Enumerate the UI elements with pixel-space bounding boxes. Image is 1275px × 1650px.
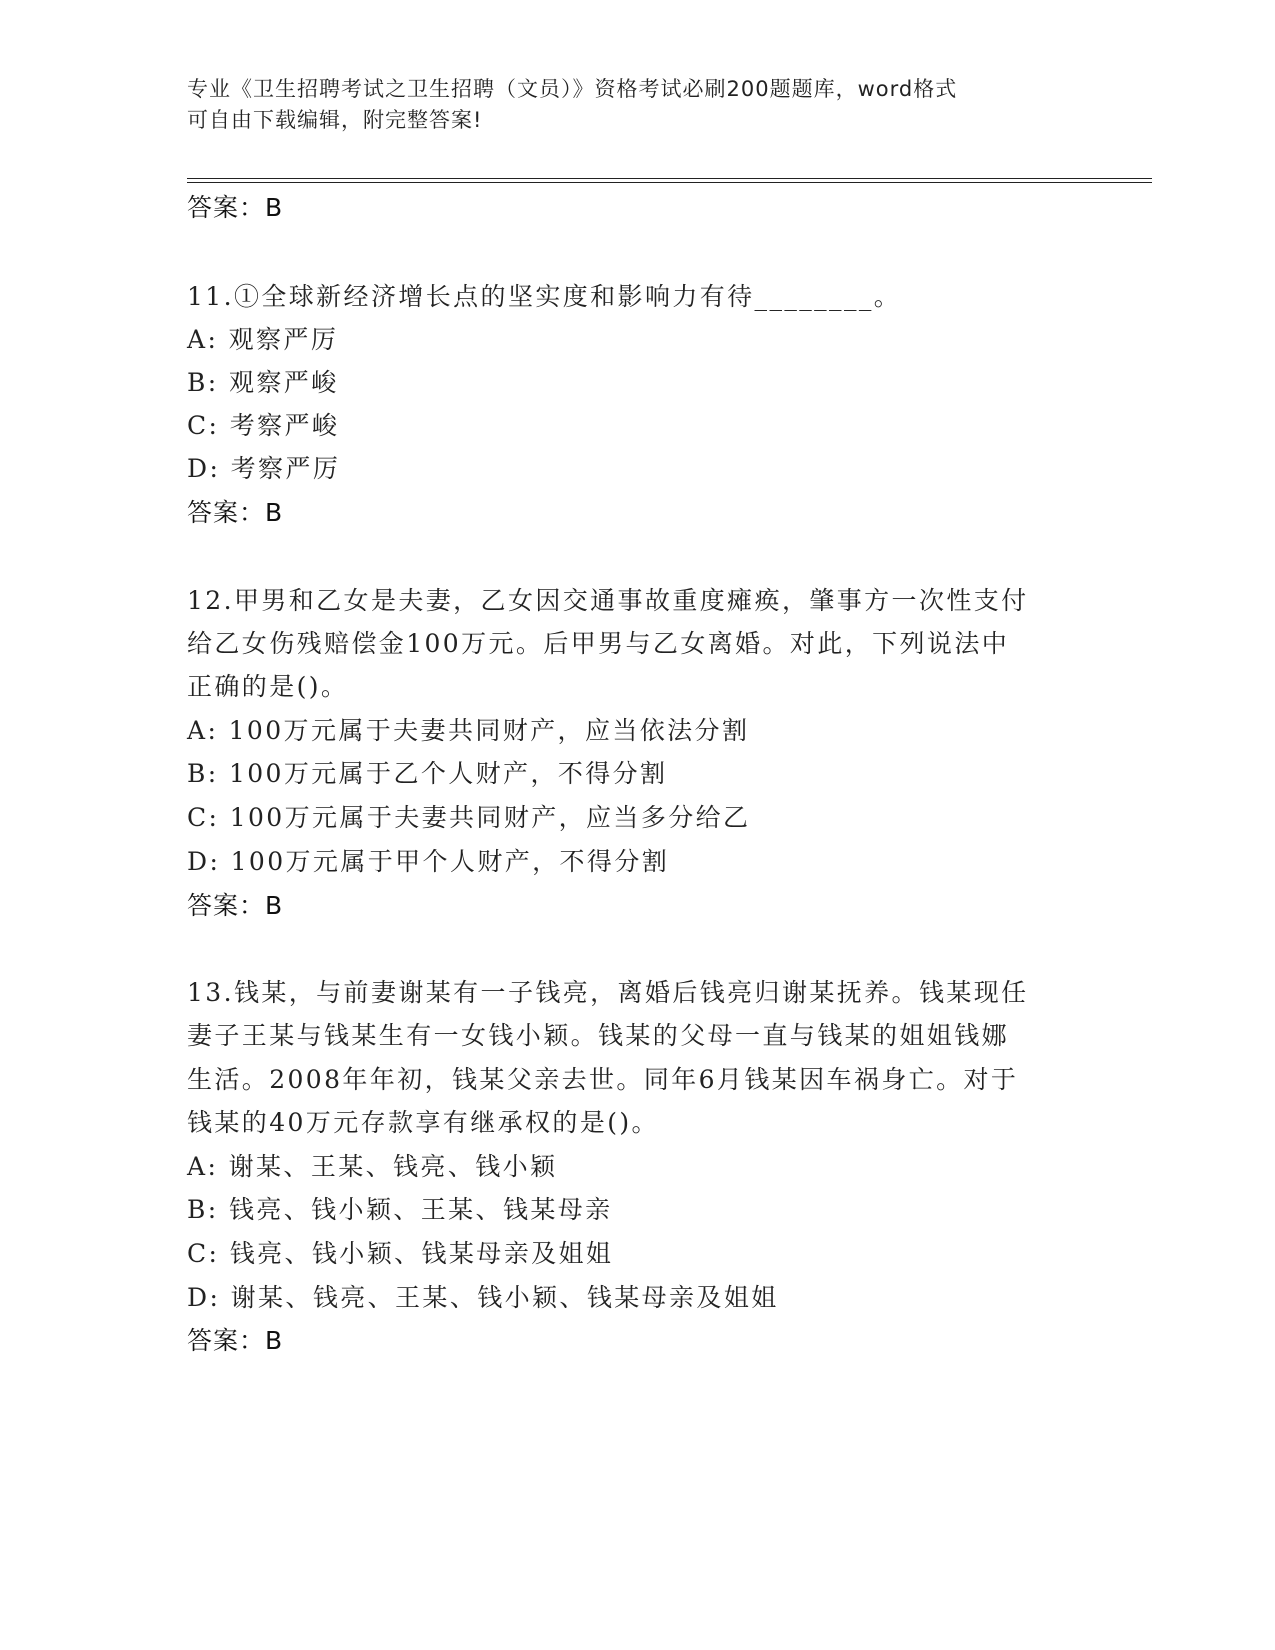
question-stem: 正确的是()。 [187, 672, 349, 701]
option-d: D: 100万元属于甲个人财产，不得分割 [187, 847, 670, 876]
question-stem: 给乙女伤残赔偿金100万元。后甲男与乙女离婚。对此，下列说法中 [187, 629, 1010, 658]
answer-label: 答案：B [187, 1326, 284, 1355]
option-a: A: 谢某、王某、钱亮、钱小颖 [187, 1152, 558, 1181]
question-stem: 13.钱某，与前妻谢某有一子钱亮，离婚后钱亮归谢某抚养。钱某现任 [187, 978, 1029, 1007]
answer-label: 答案：B [187, 498, 284, 527]
header-divider [187, 182, 1152, 183]
answer-label: 答案：B [187, 891, 284, 920]
option-a: A: 观察严厉 [187, 325, 339, 354]
option-d: D: 谢某、钱亮、王某、钱小颖、钱某母亲及姐姐 [187, 1283, 779, 1312]
question-stem: 钱某的40万元存款享有继承权的是()。 [187, 1108, 659, 1137]
question-stem: 11.①全球新经济增长点的坚实度和影响力有待________。 [187, 282, 902, 311]
option-a: A: 100万元属于夫妻共同财产，应当依法分割 [187, 716, 750, 745]
header-divider [187, 178, 1152, 179]
option-d: D: 考察严厉 [187, 454, 341, 483]
option-c: C: 100万元属于夫妻共同财产，应当多分给乙 [187, 803, 751, 832]
question-stem: 12.甲男和乙女是夫妻，乙女因交通事故重度瘫痪，肇事方一次性支付 [187, 586, 1029, 615]
option-c: C: 考察严峻 [187, 411, 340, 440]
header-line: 专业《卫生招聘考试之卫生招聘（文员）》资格考试必刷200题题库，word格式 [187, 77, 958, 101]
option-b: B: 观察严峻 [187, 368, 339, 397]
option-c: C: 钱亮、钱小颖、钱某母亲及姐姐 [187, 1239, 614, 1268]
option-b: B: 100万元属于乙个人财产，不得分割 [187, 759, 668, 788]
document-header [187, 74, 1087, 136]
question-stem: 生活。2008年年初，钱某父亲去世。同年6月钱某因车祸身亡。对于 [187, 1065, 1019, 1094]
question-stem: 妻子王某与钱某生有一女钱小颖。钱某的父母一直与钱某的姐姐钱娜 [187, 1021, 1010, 1050]
answer-label: 答案：B [187, 193, 284, 222]
option-b: B: 钱亮、钱小颖、王某、钱某母亲 [187, 1195, 613, 1224]
header-line: 可自由下载编辑，附完整答案! [187, 108, 483, 132]
